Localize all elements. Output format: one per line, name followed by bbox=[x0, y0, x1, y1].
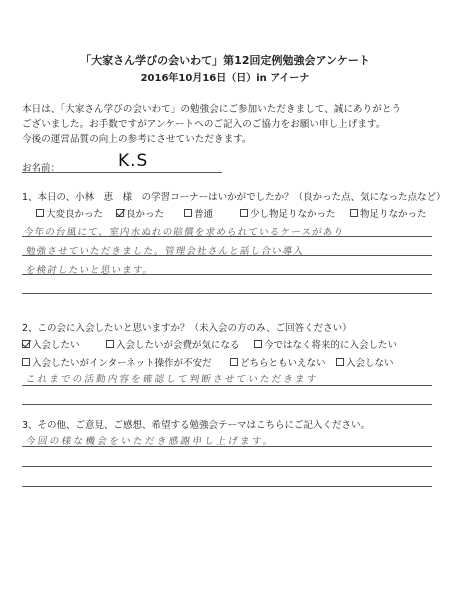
q1-checkbox-slightly-lacking[interactable] bbox=[240, 209, 248, 217]
survey-date: 2016年10月16日（日）in アイーナ bbox=[140, 73, 310, 84]
q2-option-undecided[interactable]: どちらともいえない bbox=[230, 355, 326, 369]
q1-option-good[interactable]: 良かった bbox=[116, 206, 164, 220]
q1-option-lacking[interactable]: 物足りなかった bbox=[350, 206, 427, 220]
q1-question: 1、本日の、小林 恵 様 の学習コーナーはいかがでしたか？（良かった点、気になった点など） bbox=[22, 192, 446, 203]
q1-checkbox-lacking[interactable] bbox=[350, 209, 358, 217]
intro-line-3: 今後の運営品質の向上の参考にさせていただきます。 bbox=[22, 134, 252, 145]
q2-answer-rule-1 bbox=[22, 385, 432, 386]
q1-option-slightly-lacking[interactable]: 少し物足りなかった bbox=[240, 206, 336, 220]
q1-option-normal[interactable]: 普通 bbox=[184, 206, 213, 220]
q2-option-fee-concern[interactable]: 入会したいが会費が気になる bbox=[106, 337, 240, 351]
q3-answer-line-1: 今回の様な機会をいただき感謝申し上げます。 bbox=[25, 436, 276, 447]
q2-checkbox-join[interactable] bbox=[22, 340, 30, 348]
q2-answer-line-1: これまでの活動内容を確認して判断させていただきます bbox=[25, 374, 320, 385]
intro-line-2: ございました。お手数ですがアンケートへのご記入のご協力をお願い申し上げます。 bbox=[22, 119, 386, 130]
q3-answer-rule-3 bbox=[22, 486, 432, 487]
q2-option-internet-concern[interactable]: 入会したいがインターネット操作が不安だ bbox=[22, 355, 212, 369]
q2-question: 2、この会に入会したいと思いますか？（未入会の方のみ、ご回答ください） bbox=[22, 323, 352, 334]
q2-checkbox-fee-concern[interactable] bbox=[106, 340, 114, 348]
q2-checkbox-internet-concern[interactable] bbox=[22, 358, 30, 366]
name-value[interactable]: K.S bbox=[118, 151, 149, 171]
q2-option-not-join[interactable]: 入会しない bbox=[336, 355, 394, 369]
q1-answer-rule-2 bbox=[22, 255, 432, 256]
q3-answer-rule-2 bbox=[22, 466, 432, 467]
survey-title: 「大家さん学びの会いわて」第12回定例勉強会アンケート bbox=[80, 54, 370, 67]
q1-option-very-good[interactable]: 大変良かった bbox=[36, 206, 103, 220]
q1-answer-line-2: 勉強させていただきました。管理会社さんと話し合い導入 bbox=[25, 246, 305, 257]
q2-option-future[interactable]: 今ではなく将来的に入会したい bbox=[254, 337, 397, 351]
q1-checkbox-very-good[interactable] bbox=[36, 209, 44, 217]
name-underline bbox=[22, 172, 222, 173]
q2-checkbox-future[interactable] bbox=[254, 340, 262, 348]
name-label: お名前： bbox=[22, 163, 61, 174]
q2-answer-rule-2 bbox=[22, 404, 432, 405]
intro-line-1: 本日は、「大家さん学びの会いわて」の勉強会にご参加いただきまして、誠にありがとう bbox=[22, 104, 402, 115]
q1-answer-rule-1 bbox=[22, 236, 432, 237]
q3-question: 3、その他、ご意見、ご感想、希望する勉強会テーマはこちらにご記入ください。 bbox=[22, 420, 371, 431]
q1-answer-rule-3 bbox=[22, 274, 432, 275]
q1-checkbox-good[interactable] bbox=[116, 209, 124, 217]
q1-answer-line-1: 今年の台風にて、室内水ぬれの賠償を求められているケースがあり bbox=[23, 227, 345, 238]
q1-checkbox-normal[interactable] bbox=[184, 209, 192, 217]
q1-answer-rule-4 bbox=[22, 293, 432, 294]
q1-answer-line-3: を検討したいと思います。 bbox=[25, 265, 155, 276]
q2-option-join[interactable]: 入会したい bbox=[22, 337, 80, 351]
q2-checkbox-undecided[interactable] bbox=[230, 358, 238, 366]
q3-answer-rule-1 bbox=[22, 446, 432, 447]
q2-checkbox-not-join[interactable] bbox=[336, 358, 344, 366]
